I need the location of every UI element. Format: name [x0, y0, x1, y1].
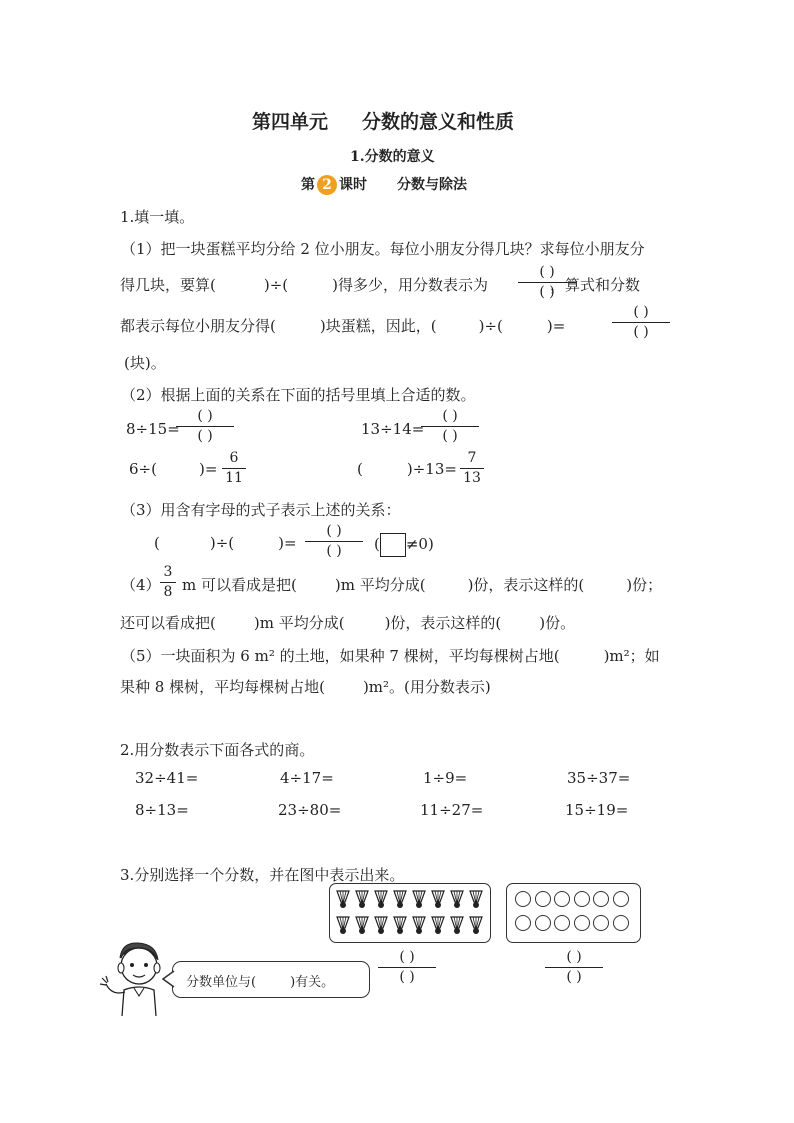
text: 果种 8 棵树，平均每棵树占地( — [120, 678, 325, 696]
letter-expression — [154, 534, 297, 552]
text: m 可以看成是把( — [182, 576, 297, 594]
text: )m²；如 — [603, 647, 660, 665]
fraction-blank[interactable] — [518, 265, 576, 300]
fraction-7-13 — [460, 451, 484, 486]
shuttlecock-icon — [354, 915, 370, 935]
text: )份，表示这样的( — [467, 576, 585, 594]
lesson-prefix: 第 — [301, 177, 315, 193]
q1-part1-line4: (块)。 — [124, 354, 166, 372]
shuttlecock-icon — [373, 915, 389, 935]
shuttlecock-icon — [430, 915, 446, 935]
text: )有关。 — [290, 975, 335, 990]
unit-label: 第四单元 — [252, 111, 329, 133]
shuttlecock-icon — [468, 889, 484, 909]
shuttlecock-icon — [373, 889, 389, 909]
denominator: 13 — [463, 470, 481, 486]
text: )块蛋糕，因此，( — [319, 317, 437, 335]
denominator: ( ) — [539, 284, 555, 300]
text: )份，表示这样的( — [384, 614, 502, 632]
q1-title: 1.填一填。 — [120, 208, 195, 226]
shuttlecock-icon — [335, 915, 351, 935]
fraction-blank[interactable] — [378, 950, 436, 985]
fraction-3-8 — [160, 565, 176, 600]
lesson-topic: 分数与除法 — [397, 177, 467, 193]
denominator: ( ) — [326, 543, 342, 559]
text: )份； — [626, 576, 663, 594]
page-title — [252, 107, 514, 134]
text: )÷( — [478, 317, 503, 335]
shuttlecock-icon — [411, 889, 427, 909]
numerator: 6 — [229, 450, 239, 466]
shuttlecock-icon — [335, 889, 351, 909]
numerator: ( ) — [633, 304, 649, 320]
text: 得几块，要算( — [120, 276, 216, 294]
circle-icon — [574, 915, 590, 931]
shuttlecock-icon — [449, 889, 465, 909]
q1-part3-title: （3）用含有字母的式子表示上述的关系： — [121, 501, 401, 519]
text: 6÷( — [129, 460, 157, 478]
text: ( — [357, 460, 363, 478]
q2-item: 23÷80= — [278, 801, 342, 819]
shuttlecock-icon — [449, 915, 465, 935]
unit-title: 分数的意义和性质 — [362, 111, 515, 133]
text: 都表示每位小朋友分得( — [120, 317, 276, 335]
numerator: 7 — [467, 450, 477, 466]
numerator: 3 — [163, 564, 173, 580]
numerator: ( ) — [197, 408, 213, 424]
text: )m 平均分成( — [334, 576, 426, 594]
shuttlecock-icon — [354, 889, 370, 909]
circle-icon — [613, 891, 629, 907]
answer-box[interactable] — [380, 533, 406, 557]
circle-icon — [554, 915, 570, 931]
text: ≠0) — [405, 535, 434, 553]
speech-bubble — [172, 961, 370, 998]
denominator: ( ) — [442, 428, 458, 444]
numerator: ( ) — [539, 264, 555, 280]
text: )= — [278, 534, 297, 552]
q2-item: 15÷19= — [565, 801, 629, 819]
circle-icon — [535, 915, 551, 931]
denominator: ( ) — [399, 969, 415, 985]
numerator: ( ) — [566, 949, 582, 965]
numerator: ( ) — [326, 523, 342, 539]
fraction-blank[interactable] — [176, 409, 234, 444]
circle-icon — [593, 891, 609, 907]
q2-item: 1÷9= — [423, 769, 468, 787]
circle-icon — [593, 915, 609, 931]
denominator: 11 — [225, 470, 243, 486]
fraction-blank[interactable] — [421, 409, 479, 444]
circle-icon — [613, 915, 629, 931]
circle-frame — [506, 883, 641, 943]
shuttlecock-icon — [392, 889, 408, 909]
text: ，算式和分数 — [550, 276, 641, 294]
q2-item: 4÷17= — [280, 769, 334, 787]
q2-item: 11÷27= — [420, 801, 484, 819]
lesson-suffix: 课时 — [339, 177, 367, 193]
circle-icon — [535, 891, 551, 907]
q2-item: 35÷37= — [567, 769, 631, 787]
fraction-blank[interactable] — [305, 524, 363, 559]
text: )÷( — [263, 276, 289, 294]
equation-div-13 — [357, 460, 457, 478]
circle-icon — [515, 891, 531, 907]
text: )得多少，用分数表示为 — [332, 276, 488, 294]
q2-item: 32÷41= — [135, 769, 199, 787]
text: )m²。(用分数表示) — [362, 678, 491, 696]
fraction-blank[interactable] — [612, 305, 670, 340]
shuttlecock-icon — [430, 889, 446, 909]
numerator: ( ) — [442, 408, 458, 424]
q2-item: 8÷13= — [135, 801, 189, 819]
equation-8-15: 8÷15= — [126, 420, 180, 438]
text: )= — [198, 460, 218, 478]
denominator: ( ) — [566, 969, 582, 985]
shuttlecock-icon — [411, 915, 427, 935]
circle-icon — [574, 891, 590, 907]
lesson-number-badge: 2 — [317, 175, 337, 195]
shuttlecock-frame — [329, 883, 491, 943]
text: )÷13= — [406, 460, 457, 478]
q1-part2-title: （2）根据上面的关系在下面的括号里填上合适的数。 — [121, 386, 476, 404]
equation-13-14: 13÷14= — [361, 420, 425, 438]
q1-part1-line1: （1）把一块蛋糕平均分给 2 位小朋友。每位小朋友分得几块？求每位小朋友分 — [121, 240, 645, 258]
q1-part1-line3 — [120, 315, 565, 336]
text: )份。 — [539, 614, 576, 632]
denominator: 8 — [163, 584, 173, 600]
fraction-6-11 — [222, 451, 246, 486]
shuttlecock-icon — [392, 915, 408, 935]
nonzero-condition — [374, 533, 434, 557]
section-title: 1.分数的意义 — [350, 149, 435, 165]
q1-part5-line1 — [121, 645, 660, 666]
q1-part4-line1 — [182, 574, 662, 595]
shuttlecock-icon — [468, 915, 484, 935]
lesson-title — [301, 174, 467, 195]
circle-icon — [554, 891, 570, 907]
speech-bubble-tail — [162, 970, 176, 988]
circle-icon — [515, 915, 531, 931]
text: ( — [374, 535, 380, 553]
q3-title: 3.分别选择一个分数，并在图中表示出来。 — [120, 866, 405, 884]
text: 分数单位与( — [186, 975, 257, 990]
q1-part5-line2 — [120, 676, 491, 697]
q2-title: 2.用分数表示下面各式的商。 — [120, 741, 315, 759]
fraction-blank[interactable] — [545, 950, 603, 985]
text: )= — [546, 317, 566, 335]
text: )÷( — [209, 534, 235, 552]
text: ( — [154, 534, 160, 552]
q1-part4-label: （4） — [121, 576, 161, 594]
equation-6-div — [129, 460, 217, 478]
denominator: ( ) — [633, 324, 649, 340]
text: （5）一块面积为 6 m² 的土地，如果种 7 棵树，平均每棵树占地( — [121, 647, 560, 665]
text: )m 平均分成( — [253, 614, 345, 632]
text: 还可以看成把( — [120, 614, 216, 632]
q1-part4-line2 — [120, 612, 575, 633]
numerator: ( ) — [399, 949, 415, 965]
denominator: ( ) — [197, 428, 213, 444]
speech-bubble-text — [186, 971, 334, 990]
